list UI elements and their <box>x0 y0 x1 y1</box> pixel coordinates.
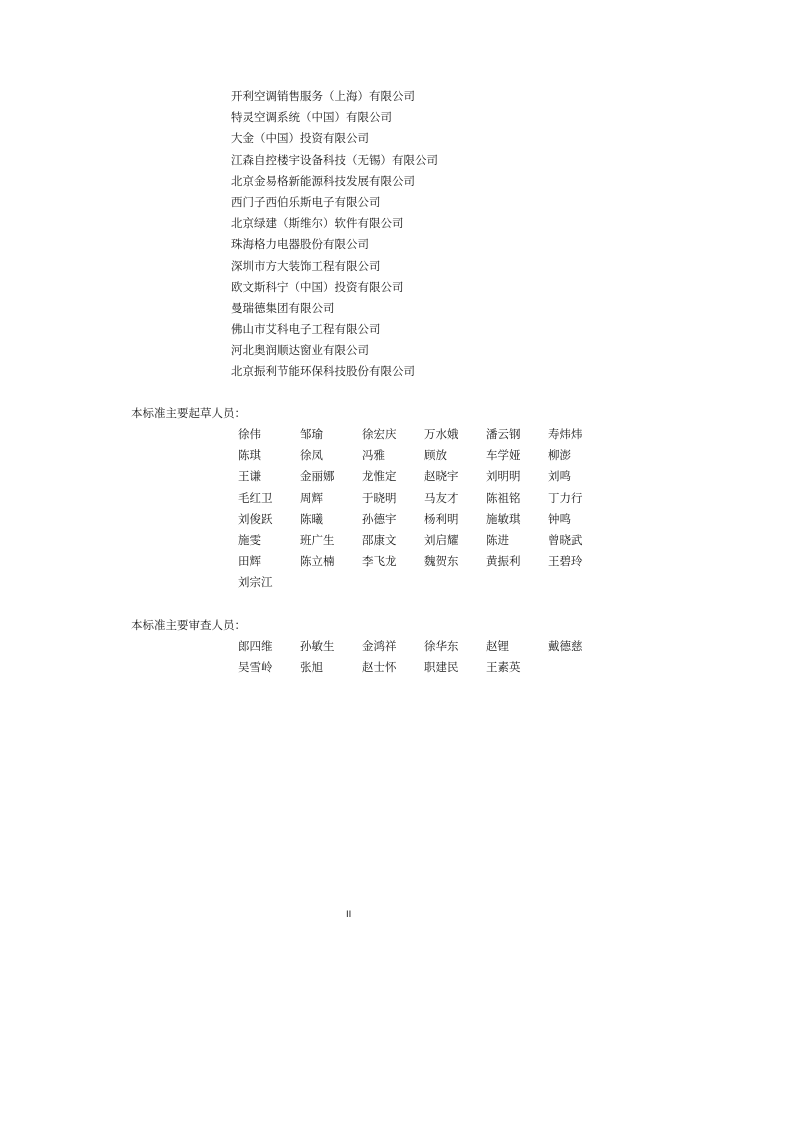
drafter-name: 李飞龙 <box>362 554 397 569</box>
reviewer-name: 赵士怀 <box>362 660 397 675</box>
company-name: 北京振利节能环保科技股份有限公司 <box>231 364 415 379</box>
drafter-name: 于晓明 <box>362 490 397 505</box>
drafter-name: 金丽娜 <box>300 469 335 484</box>
drafter-name: 陈进 <box>486 532 509 547</box>
drafter-name: 陈祖铭 <box>486 490 521 505</box>
drafter-name: 刘鸣 <box>548 469 571 484</box>
company-name: 深圳市方大装饰工程有限公司 <box>231 258 381 273</box>
drafter-name: 黄振利 <box>486 554 521 569</box>
drafter-name: 赵晓宇 <box>424 469 459 484</box>
drafter-name: 陈琪 <box>238 448 261 463</box>
drafter-name: 徐宏庆 <box>362 427 397 441</box>
company-name: 特灵空调系统（中国）有限公司 <box>231 110 392 125</box>
drafter-name: 杨利明 <box>424 511 459 526</box>
reviewer-name: 戴德慈 <box>548 639 583 653</box>
drafter-name: 刘启耀 <box>424 532 459 547</box>
drafter-name: 车学娅 <box>486 448 521 463</box>
drafter-name: 马友才 <box>424 490 459 505</box>
reviewer-name: 吴雪岭 <box>238 660 273 675</box>
drafter-name: 顾放 <box>424 448 447 463</box>
drafter-name: 龙惟定 <box>362 469 397 484</box>
drafter-name: 邵康文 <box>362 532 397 547</box>
company-name: 北京绿建（斯维尔）软件有限公司 <box>231 216 404 231</box>
company-name: 大金（中国）投资有限公司 <box>231 131 369 146</box>
drafter-name: 孙德宇 <box>362 511 397 526</box>
reviewer-name: 徐华东 <box>424 639 459 653</box>
drafter-name: 徐伟 <box>238 427 261 441</box>
reviewers-heading: 本标准主要审查人员： <box>131 618 246 632</box>
drafter-name: 柳澎 <box>548 448 571 463</box>
drafter-name: 王碧玲 <box>548 554 583 569</box>
company-name: 河北奥润顺达窗业有限公司 <box>231 343 369 358</box>
reviewer-name: 孙敏生 <box>300 639 335 653</box>
reviewer-name: 郎四维 <box>238 639 273 653</box>
drafter-name: 刘宗江 <box>238 575 273 590</box>
reviewer-name: 张旭 <box>300 660 323 675</box>
company-name: 北京金易格新能源科技发展有限公司 <box>231 173 415 188</box>
drafter-name: 徐凤 <box>300 448 323 463</box>
drafter-name: 曾晓武 <box>548 532 583 547</box>
drafter-name: 冯雅 <box>362 448 385 463</box>
page-number: II <box>346 910 352 920</box>
drafter-name: 潘云钢 <box>486 427 521 441</box>
company-name: 江森自控楼宇设备科技（无锡）有限公司 <box>231 152 438 167</box>
drafter-name: 邹瑜 <box>300 427 323 441</box>
drafter-name: 王谦 <box>238 469 261 484</box>
reviewer-name: 金鸿祥 <box>362 639 397 653</box>
company-name: 西门子西伯乐斯电子有限公司 <box>231 194 381 209</box>
drafter-name: 万水娥 <box>424 427 459 441</box>
drafter-name: 陈立楠 <box>300 554 335 569</box>
reviewer-name: 王素英 <box>486 660 521 675</box>
reviewer-name: 赵锂 <box>486 639 509 653</box>
reviewers-names-grid <box>238 636 610 678</box>
reviewer-name: 职建民 <box>424 660 459 675</box>
company-name: 开利空调销售服务（上海）有限公司 <box>231 89 415 103</box>
company-name: 珠海格力电器股份有限公司 <box>231 237 369 252</box>
drafter-name: 施敏琪 <box>486 511 521 526</box>
company-name: 佛山市艾科电子工程有限公司 <box>231 322 381 337</box>
drafter-name: 班广生 <box>300 532 335 547</box>
drafters-names-grid <box>238 424 610 594</box>
drafter-name: 丁力行 <box>548 490 583 505</box>
drafter-name: 刘俊跃 <box>238 511 273 526</box>
participating-companies-list <box>231 86 438 383</box>
drafter-name: 魏贺东 <box>424 554 459 569</box>
drafters-heading: 本标准主要起草人员： <box>131 406 246 420</box>
drafter-name: 施雯 <box>238 532 261 547</box>
drafter-name: 陈曦 <box>300 511 323 526</box>
drafter-name: 钟鸣 <box>548 511 571 526</box>
company-name: 欧文斯科宁（中国）投资有限公司 <box>231 279 404 294</box>
drafter-name: 周辉 <box>300 490 323 505</box>
company-name: 曼瑞德集团有限公司 <box>231 300 335 315</box>
drafter-name: 刘明明 <box>486 469 521 484</box>
drafter-name: 田辉 <box>238 554 261 569</box>
drafter-name: 毛红卫 <box>238 490 273 505</box>
drafter-name: 寿炜炜 <box>548 427 583 441</box>
